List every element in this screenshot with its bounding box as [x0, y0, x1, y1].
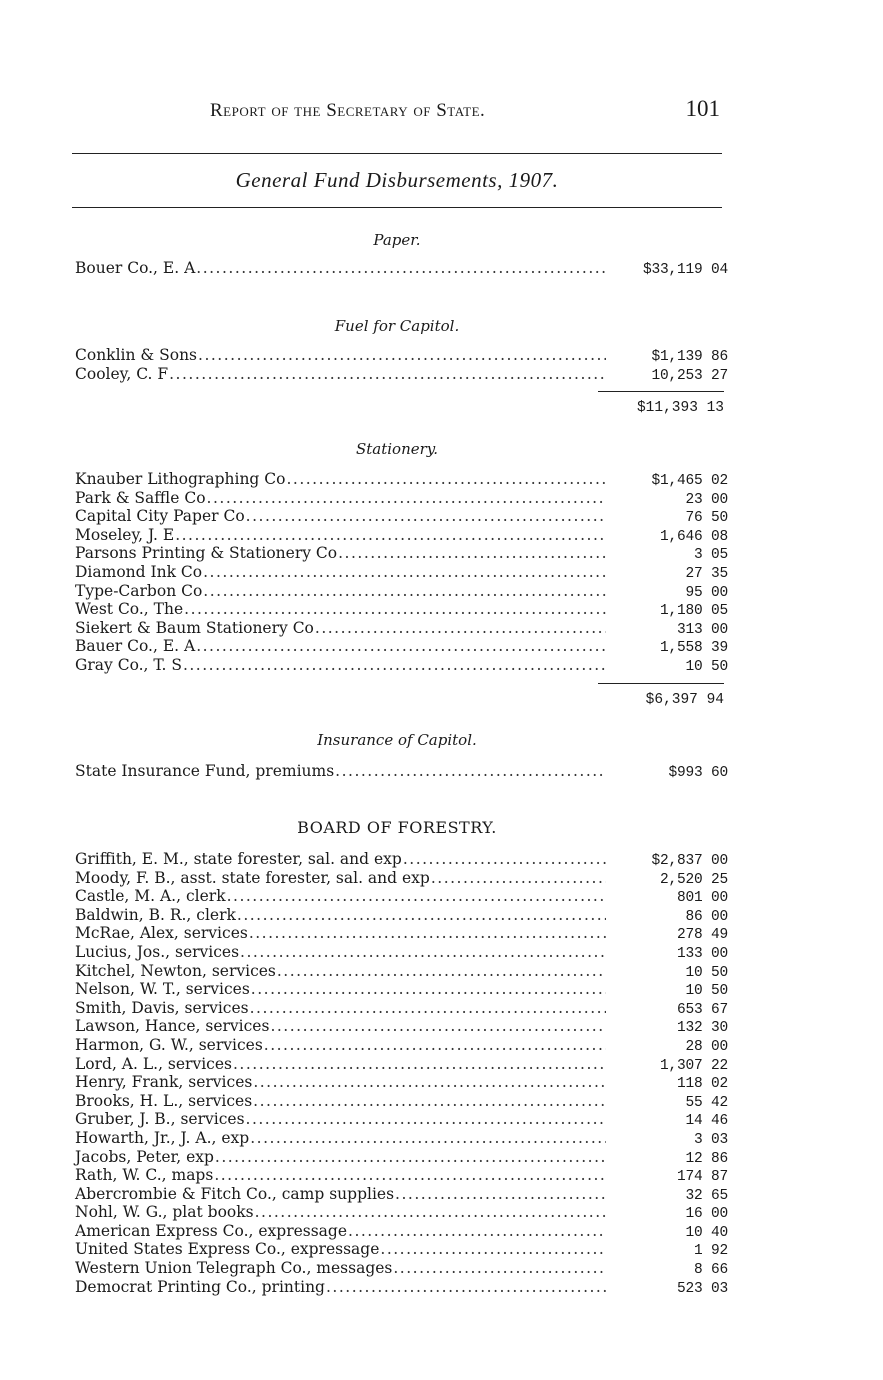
amount: 2,520 25 — [659, 871, 728, 888]
payee-name: Knauber Lithographing Co — [75, 470, 286, 488]
dot-leader — [182, 656, 606, 675]
dot-leader — [248, 924, 606, 943]
payee-name: West Co., The — [75, 600, 184, 619]
amount: 1,180 05 — [659, 603, 728, 620]
table-row — [72, 656, 728, 675]
dot-leader — [394, 1185, 606, 1204]
amount: $33,119 04 — [642, 262, 728, 278]
payee-name: Henry, Frank, services — [75, 1073, 253, 1092]
table-row — [72, 563, 728, 582]
dot-leader — [314, 619, 606, 638]
payee-name: Democrat Printing Co., printing — [75, 1277, 325, 1296]
payee-name: United States Express Co., expressage — [75, 1240, 380, 1259]
amount: $1,139 86 — [651, 349, 728, 365]
payee-name: Howarth, Jr., J. A., exp — [75, 1128, 250, 1147]
payee-name: Nohl, W. G., plat books — [75, 1203, 254, 1222]
payee-name: Castle, M. A., clerk — [75, 887, 226, 906]
section-title-insurance: Insurance of Capitol. — [317, 731, 477, 749]
dot-leader — [239, 943, 606, 962]
dot-leader — [245, 507, 606, 526]
amount: 653 67 — [676, 1001, 728, 1018]
table-row — [72, 470, 728, 489]
table-row — [72, 980, 728, 999]
dot-leader — [168, 365, 606, 384]
payee-name: Western Union Telegraph Co., messages — [75, 1259, 393, 1278]
dot-leader — [379, 1240, 606, 1259]
table-row — [72, 526, 728, 545]
table-row — [72, 906, 728, 925]
table-row — [72, 1055, 728, 1074]
dot-leader — [276, 962, 606, 981]
payee-name: Park & Saffle Co — [75, 488, 206, 507]
dot-leader — [202, 563, 606, 582]
rows-paper — [72, 259, 728, 278]
payee-name: Gray Co., T. S — [75, 655, 182, 674]
payee-name: Smith, Davis, services — [75, 998, 249, 1017]
dot-leader — [430, 869, 606, 888]
rows-fuel — [72, 346, 728, 383]
table-row — [72, 1017, 728, 1036]
dot-leader — [183, 600, 606, 619]
dot-leader — [213, 1166, 606, 1185]
section-title-paper: Paper. — [373, 231, 421, 249]
total-rule-fuel — [598, 391, 724, 392]
table-row — [72, 259, 728, 278]
amount: 14 46 — [685, 1113, 728, 1130]
amount: 1 92 — [693, 1243, 728, 1260]
table-row — [72, 489, 728, 508]
dot-leader — [214, 1148, 606, 1167]
payee-name: Abercrombie & Fitch Co., camp supplies — [75, 1184, 395, 1203]
payee-name: Conklin & Sons — [75, 346, 198, 364]
dot-leader — [195, 259, 606, 278]
dot-leader — [249, 999, 606, 1018]
payee-name: Lucius, Jos., services — [75, 942, 240, 961]
amount: 55 42 — [685, 1094, 728, 1111]
payee-name: Gruber, J. B., services — [75, 1110, 245, 1129]
table-row — [72, 924, 728, 943]
table-row — [72, 507, 728, 526]
subtitle: General Fund Disbursements, 1907. — [235, 168, 559, 192]
amount: 76 50 — [685, 510, 728, 527]
amount: 3 03 — [693, 1131, 728, 1148]
amount: 10,253 27 — [651, 367, 728, 384]
amount: 133 00 — [676, 945, 728, 962]
payee-name: Griffith, E. M., state forester, sal. and exp — [75, 850, 402, 868]
payee-name: Bouer Co., E. A — [75, 259, 196, 277]
table-row — [72, 1166, 728, 1185]
page-header — [72, 96, 722, 126]
payee-name: McRae, Alex, services — [75, 924, 248, 943]
amount: 132 30 — [676, 1020, 728, 1037]
header-rule-bottom — [72, 207, 722, 208]
table-row — [72, 1129, 728, 1148]
amount: 10 40 — [685, 1224, 728, 1241]
dot-leader — [245, 1110, 606, 1129]
table-row — [72, 1148, 728, 1167]
amount: 174 87 — [676, 1169, 728, 1186]
table-row — [72, 619, 728, 638]
payee-name: Cooley, C. F — [75, 364, 169, 383]
dot-leader — [337, 544, 606, 563]
amount: 27 35 — [685, 565, 728, 582]
table-row — [72, 962, 728, 981]
table-row — [72, 582, 728, 601]
payee-name: Brooks, H. L., services — [75, 1091, 253, 1110]
dot-leader — [254, 1203, 606, 1222]
amount: 10 50 — [685, 658, 728, 675]
table-row — [72, 1073, 728, 1092]
table-row — [72, 346, 728, 365]
payee-name: Capital City Paper Co — [75, 507, 245, 526]
payee-name: Jacobs, Peter, exp — [75, 1147, 214, 1166]
header-rule-top — [72, 153, 722, 154]
dot-leader — [269, 1017, 606, 1036]
amount: 801 00 — [676, 890, 728, 907]
dot-leader — [174, 526, 606, 545]
dot-leader — [402, 850, 606, 869]
payee-name: Nelson, W. T., services — [75, 980, 250, 999]
amount: 278 49 — [676, 927, 728, 944]
amount: 118 02 — [676, 1076, 728, 1093]
amount: 10 50 — [685, 983, 728, 1000]
rows-forestry — [72, 850, 728, 1296]
amount: 16 00 — [685, 1206, 728, 1223]
payee-name: Siekert & Baum Stationery Co — [75, 618, 314, 637]
section-title-stationery: Stationery. — [355, 440, 439, 458]
page-number: 101 — [685, 96, 720, 121]
rows-stationery — [72, 470, 728, 675]
amount: 1,646 08 — [659, 528, 728, 545]
payee-name: Rath, W. C., maps — [75, 1166, 214, 1185]
dot-leader — [347, 1222, 606, 1241]
dot-leader — [202, 582, 606, 601]
running-title: Report of the Secretary of State. — [210, 100, 486, 121]
payee-name: Lawson, Hance, services — [75, 1017, 270, 1036]
amount: 86 00 — [685, 908, 728, 925]
table-row — [72, 999, 728, 1018]
table-row — [72, 1222, 728, 1241]
payee-name: Kitchel, Newton, services — [75, 961, 276, 980]
amount: 10 50 — [685, 964, 728, 981]
table-row — [72, 943, 728, 962]
amount: 523 03 — [676, 1280, 728, 1297]
section-title-fuel: Fuel for Capitol. — [334, 317, 460, 335]
amount: 32 65 — [685, 1187, 728, 1204]
payee-name: State Insurance Fund, premiums — [75, 762, 335, 780]
amount: 1,558 39 — [659, 640, 728, 657]
dot-leader — [236, 906, 606, 925]
table-row — [72, 544, 728, 563]
dot-leader — [252, 1092, 606, 1111]
table-row — [72, 887, 728, 906]
payee-name: Moody, F. B., asst. state forester, sal. and exp — [75, 868, 430, 887]
table-row — [72, 1110, 728, 1129]
total-stationery: $6,397 94 — [645, 692, 724, 708]
payee-name: American Express Co., expressage — [75, 1221, 348, 1240]
amount: $993 60 — [668, 765, 728, 781]
dot-leader — [263, 1036, 606, 1055]
payee-name: Harmon, G. W., services — [75, 1035, 263, 1054]
total-rule-stationery — [598, 683, 724, 684]
dot-leader — [285, 470, 606, 489]
dot-leader — [197, 346, 606, 365]
table-row — [72, 637, 728, 656]
payee-name: Bauer Co., E. A — [75, 637, 196, 656]
table-row — [72, 1092, 728, 1111]
table-row — [72, 365, 728, 384]
dot-leader — [249, 1129, 606, 1148]
amount: 12 86 — [685, 1150, 728, 1167]
table-row — [72, 1259, 728, 1278]
table-row — [72, 1240, 728, 1259]
payee-name: Lord, A. L., services — [75, 1054, 232, 1073]
table-row — [72, 1036, 728, 1055]
rows-insurance — [72, 762, 728, 781]
dot-leader — [250, 980, 606, 999]
dot-leader — [334, 762, 606, 781]
dot-leader — [195, 637, 606, 656]
payee-name: Moseley, J. E — [75, 525, 175, 544]
dot-leader — [206, 489, 606, 508]
table-row — [72, 869, 728, 888]
total-fuel: $11,393 13 — [636, 400, 724, 416]
payee-name: Diamond Ink Co — [75, 562, 203, 581]
amount: 1,307 22 — [659, 1057, 728, 1074]
amount: 95 00 — [685, 584, 728, 601]
table-row — [72, 1203, 728, 1222]
table-row — [72, 600, 728, 619]
payee-name: Type-Carbon Co — [75, 581, 203, 600]
amount: 28 00 — [685, 1038, 728, 1055]
dot-leader — [325, 1278, 606, 1297]
amount: $2,837 00 — [651, 853, 728, 869]
amount: 8 66 — [693, 1262, 728, 1279]
section-title-forestry: BOARD OF FORESTRY. — [297, 818, 497, 837]
dot-leader — [232, 1055, 606, 1074]
dot-leader — [226, 887, 606, 906]
payee-name: Baldwin, B. R., clerk — [75, 905, 236, 924]
amount: 3 05 — [693, 547, 728, 564]
table-row — [72, 762, 728, 781]
table-row — [72, 1185, 728, 1204]
dot-leader — [392, 1259, 606, 1278]
amount: 313 00 — [676, 621, 728, 638]
table-row — [72, 1278, 728, 1297]
payee-name: Parsons Printing & Stationery Co — [75, 544, 338, 563]
amount: $1,465 02 — [651, 473, 728, 489]
table-row — [72, 850, 728, 869]
dot-leader — [252, 1073, 606, 1092]
amount: 23 00 — [685, 491, 728, 508]
